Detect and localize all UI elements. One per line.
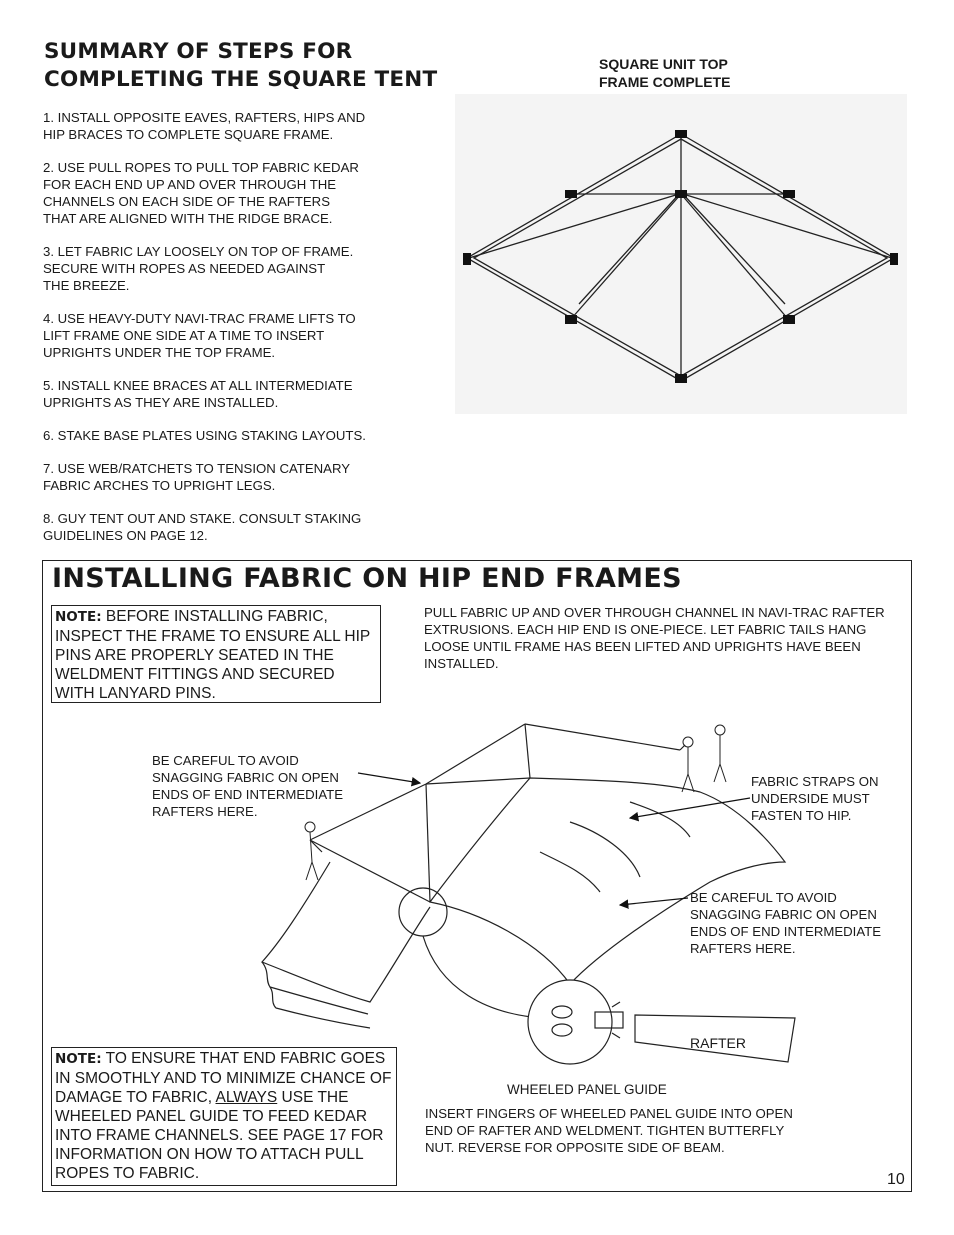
install-section-title: INSTALLING FABRIC ON HIP END FRAMES [52,563,682,594]
note-wheeled-panel-guide [51,1047,397,1186]
note2-label: NOTE: [55,1051,102,1067]
callout-snagging-right: BE CAREFUL TO AVOID SNAGGING FABRIC ON OPEN ENDS OF END INTERMEDIATE RAFTERS HERE. [690,890,881,956]
rafter-label: RAFTER [690,1035,746,1051]
step-1: 1. INSTALL OPPOSITE EAVES, RAFTERS, HIPS AND HIP BRACES TO COMPLETE SQUARE FRAME. [43,110,366,142]
page-number: 10 [887,1171,905,1188]
insert-fingers-instructions: INSERT FINGERS OF WHEELED PANEL GUIDE INTO OPEN END OF RAFTER AND WELDMENT. TIGHTEN BUTTERFLY NUT. REVERSE FOR OPPOSITE SIDE OF BEAM. [425,1106,793,1155]
pull-fabric-instructions: PULL FABRIC UP AND OVER THROUGH CHANNEL IN NAVI-TRAC RAFTER EXTRUSIONS. EACH HIP END IS ONE-PIECE. LET FABRIC TAILS HANG LOOSE UNTIL FRAME HAS BEEN LIFTED AND UPRIGHTS HAVE BEEN INSTALLED. [424,605,885,671]
note2-text-b: USE THE WHEELED PANEL GUIDE TO FEED KEDAR INTO FRAME CHANNELS. SEE PAGE 17 FOR INFORMATION ON HOW TO ATTACH PULL ROPES TO FABRIC. [55,1089,384,1182]
summary-title-line1: SUMMARY OF STEPS FOR [44,39,353,64]
square-unit-label-line1: SQUARE UNIT TOP [599,56,728,72]
note1-label: NOTE: [55,609,102,625]
step-7: 7. USE WEB/RATCHETS TO TENSION CATENARY FABRIC ARCHES TO UPRIGHT LEGS. [43,461,351,493]
note2-text-a: TO ENSURE THAT END FABRIC GOES IN SMOOTHLY AND TO MINIMIZE CHANCE OF DAMAGE TO FABRIC, [55,1050,392,1106]
wheeled-panel-guide-label: WHEELED PANEL GUIDE [507,1082,667,1097]
step-8: 8. GUY TENT OUT AND STAKE. CONSULT STAKING GUIDELINES ON PAGE 12. [43,511,362,543]
step-4: 4. USE HEAVY-DUTY NAVI-TRAC FRAME LIFTS TO LIFT FRAME ONE SIDE AT A TIME TO INSERT UPRIGHTS UNDER THE TOP FRAME. [43,311,356,360]
step-5: 5. INSTALL KNEE BRACES AT ALL INTERMEDIATE UPRIGHTS AS THEY ARE INSTALLED. [43,378,353,410]
callout-fabric-straps: FABRIC STRAPS ON UNDERSIDE MUST FASTEN TO HIP. [751,774,879,823]
step-6: 6. STAKE BASE PLATES USING STAKING LAYOUTS. [43,428,366,443]
square-unit-label-line2: FRAME COMPLETE [599,74,731,90]
step-3: 3. LET FABRIC LAY LOOSELY ON TOP OF FRAME. SECURE WITH ROPES AS NEEDED AGAINST THE BREEZE. [43,244,354,293]
callout-snagging-left: BE CAREFUL TO AVOID SNAGGING FABRIC ON OPEN ENDS OF END INTERMEDIATE RAFTERS HERE. [152,753,343,819]
note1-text: BEFORE INSTALLING FABRIC, INSPECT THE FRAME TO ENSURE ALL HIP PINS ARE PROPERLY SEATED IN THE WELDMENT FITTINGS AND SECURED WITH LANYARD PINS. [55,608,370,702]
step-2: 2. USE PULL ROPES TO PULL TOP FABRIC KEDAR FOR EACH END UP AND OVER THROUGH THE CHANNELS ON EACH SIDE OF THE RAFTERS THAT ARE ALIGNED WITH THE RIDGE BRACE. [43,160,359,226]
summary-title-line2: COMPLETING THE SQUARE TENT [44,67,438,92]
note2-underline: ALWAYS [215,1089,278,1106]
